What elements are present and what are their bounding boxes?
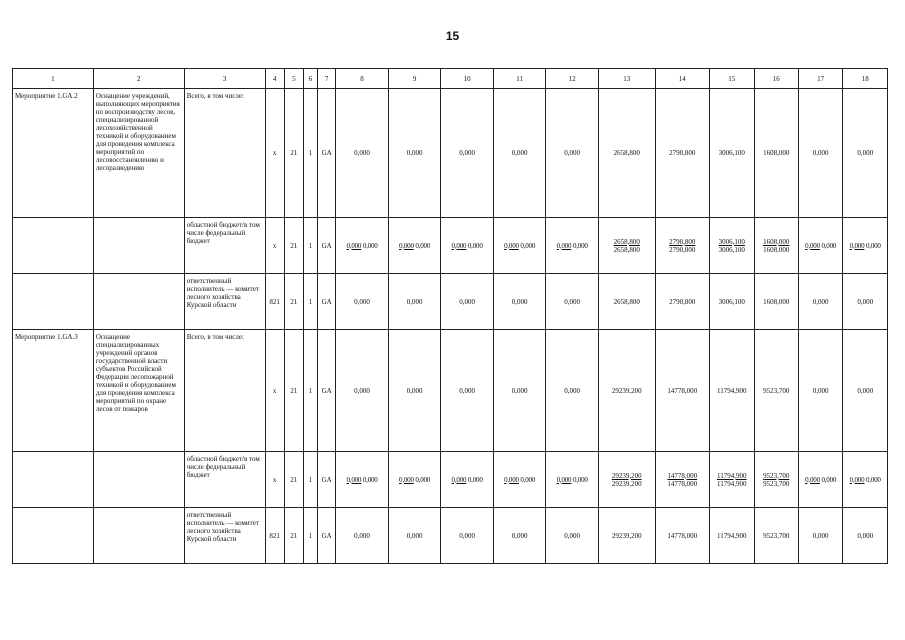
value-cell: 0,000 [493,508,546,564]
header-cell: 13 [598,69,655,89]
regional-value: 2790,800 [669,237,696,246]
funding-source: Всего, в том числе: [184,330,265,452]
header-cell: 8 [336,69,389,89]
value-pair [598,452,655,508]
value-cell: 2658,800 [598,89,655,218]
value-cell: 1608,000 [754,89,798,218]
federal-value: 0,000 [821,475,837,484]
header-cell: 12 [546,69,599,89]
value-pair [598,218,655,274]
regional-value: 0,000 [849,241,865,250]
regional-value: 0,000 [849,475,865,484]
value-cell: 11794,900 [710,330,754,452]
value-pair [493,452,546,508]
federal-value: 0,000 [572,475,588,484]
cell-grbs: х [265,89,284,218]
funding-source: областной бюджет/в том числе федеральный бюджет [184,452,265,508]
value-pair [493,218,546,274]
value-cell: 0,000 [798,89,842,218]
value-cell: 0,000 [546,274,599,330]
value-pair [336,452,389,508]
federal-value: 2658,800 [613,245,640,254]
regional-value: 1608,000 [763,237,790,246]
value-pair [798,452,842,508]
value-cell: 0,000 [336,330,389,452]
value-cell: 3006,100 [710,274,754,330]
value-cell: 0,000 [336,89,389,218]
cell-rz: 21 [284,274,303,330]
header-cell: 17 [798,69,842,89]
cell-grbs: х [265,452,284,508]
value-cell: 0,000 [798,330,842,452]
value-cell: 29239,200 [598,330,655,452]
federal-value: 14778,000 [667,479,698,488]
measure-description [93,508,184,564]
cell-rz: 21 [284,508,303,564]
cell-pr: 1 [303,274,317,330]
cell-csr: GA [318,218,336,274]
regional-value: 2658,800 [613,237,640,246]
federal-value: 9523,700 [763,479,790,488]
value-cell: 0,000 [843,274,888,330]
regional-value: 11794,900 [717,471,747,480]
page-number: 15 [445,29,460,43]
value-pair [655,218,710,274]
funding-source: областной бюджет/в том числе федеральный бюджет [184,218,265,274]
cell-pr: 1 [303,89,317,218]
funding-source: ответственный исполнитель — комитет лесного хозяйства Курской области [184,508,265,564]
federal-value: 0,000 [572,241,588,250]
value-cell: 14778,000 [655,330,710,452]
value-pair [754,218,798,274]
value-cell: 9523,700 [754,330,798,452]
header-cell: 14 [655,69,710,89]
header-cell: 15 [710,69,754,89]
value-pair [754,452,798,508]
regional-value: 3006,100 [718,237,745,246]
value-cell: 0,000 [843,330,888,452]
cell-rz: 21 [284,218,303,274]
table-row [13,218,888,274]
federal-value: 0,000 [362,241,378,250]
measure-code: Мероприятие 1.GA.3 [13,330,94,452]
header-cell: 5 [284,69,303,89]
cell-csr: GA [318,508,336,564]
header-cell: 6 [303,69,317,89]
value-pair [710,218,754,274]
header-cell: 1 [13,69,94,89]
federal-value: 0,000 [415,241,431,250]
federal-value: 2790,800 [669,245,696,254]
value-pair [388,218,441,274]
value-cell: 0,000 [798,508,842,564]
measure-code [13,218,94,274]
cell-pr: 1 [303,452,317,508]
table-row [13,452,888,508]
value-cell: 1608,000 [754,274,798,330]
header-cell: 4 [265,69,284,89]
header-cell: 7 [318,69,336,89]
measure-code [13,452,94,508]
federal-value: 0,000 [520,475,536,484]
regional-value: 0,000 [451,241,467,250]
value-cell: 0,000 [843,89,888,218]
value-cell: 0,000 [441,274,494,330]
funding-source: Всего, в том числе: [184,89,265,218]
federal-value: 0,000 [520,241,536,250]
header-cell: 2 [93,69,184,89]
value-pair [546,218,599,274]
regional-value: 0,000 [346,241,362,250]
cell-csr: GA [318,452,336,508]
value-cell: 0,000 [546,89,599,218]
federal-value: 29239,200 [611,479,642,488]
value-pair [798,218,842,274]
regional-value: 0,000 [556,241,572,250]
regional-value: 9523,700 [763,471,790,480]
value-cell: 9523,700 [754,508,798,564]
value-cell: 0,000 [441,330,494,452]
header-cell: 9 [388,69,441,89]
value-pair [441,452,494,508]
value-cell: 0,000 [843,508,888,564]
table-row [13,330,888,452]
measure-description [93,452,184,508]
value-pair [441,218,494,274]
regional-value: 0,000 [451,475,467,484]
value-pair [546,452,599,508]
federal-value: 1608,000 [763,245,790,254]
cell-grbs: х [265,330,284,452]
regional-value: 0,000 [346,475,362,484]
regional-value: 0,000 [556,475,572,484]
value-cell: 0,000 [493,330,546,452]
header-cell: 10 [441,69,494,89]
value-pair [843,218,888,274]
value-cell: 2790,800 [655,89,710,218]
value-cell: 0,000 [493,274,546,330]
cell-csr: GA [318,274,336,330]
federal-value: 3006,100 [718,245,745,254]
federal-value: 0,000 [821,241,837,250]
header-cell: 3 [184,69,265,89]
federal-value: 0,000 [467,241,483,250]
regional-value: 0,000 [399,241,414,250]
value-cell: 0,000 [388,274,441,330]
value-cell: 11794,900 [710,508,754,564]
value-pair [336,218,389,274]
value-pair [710,452,754,508]
federal-value: 0,000 [362,475,378,484]
measure-description: Оснащение специализированных учреждений органов государственной власти субъектов Российской Федерации лесопожарной техникой и оборудованием для проведения комплекса мероприятий по охране лесов от пожаров [93,330,184,452]
measure-description: Оснащение учреждений, выполняющих мероприятия по воспроизводству лесов, специализированной лесохозяйственной техникой и оборудованием для проведения комплекса мероприятий по лесовосстановлению и лесоразведению [93,89,184,218]
federal-value: 0,000 [865,475,881,484]
value-cell: 0,000 [388,89,441,218]
federal-value: 0,000 [865,241,881,250]
value-cell: 2658,800 [598,274,655,330]
header-cell: 18 [843,69,888,89]
table-row [13,508,888,564]
cell-grbs: 821 [265,508,284,564]
cell-grbs: х [265,218,284,274]
value-cell: 2790,800 [655,274,710,330]
measure-code [13,274,94,330]
cell-pr: 1 [303,330,317,452]
measure-code [13,508,94,564]
funding-source: ответственный исполнитель — комитет лесного хозяйства Курской области [184,274,265,330]
federal-value: 11794,900 [717,479,747,488]
cell-rz: 21 [284,452,303,508]
value-pair [655,452,710,508]
value-cell: 14778,000 [655,508,710,564]
header-cell: 16 [754,69,798,89]
value-cell: 3006,100 [710,89,754,218]
regional-value: 0,000 [805,241,820,250]
value-cell: 29239,200 [598,508,655,564]
measure-description [93,218,184,274]
value-pair [388,452,441,508]
regional-value: 0,000 [504,241,519,250]
cell-pr: 1 [303,218,317,274]
cell-csr: GA [318,330,336,452]
cell-rz: 21 [284,330,303,452]
regional-value: 14778,000 [667,471,698,480]
header-row [13,69,888,89]
federal-value: 0,000 [415,475,431,484]
table-row [13,89,888,218]
value-cell: 0,000 [441,508,494,564]
measure-code: Мероприятие 1.GA.2 [13,89,94,218]
cell-pr: 1 [303,508,317,564]
value-cell: 0,000 [388,330,441,452]
cell-grbs: 821 [265,274,284,330]
measure-description [93,274,184,330]
regional-value: 0,000 [805,475,820,484]
value-cell: 0,000 [493,89,546,218]
header-cell: 11 [493,69,546,89]
value-cell: 0,000 [546,508,599,564]
cell-csr: GA [318,89,336,218]
regional-value: 0,000 [399,475,414,484]
value-cell: 0,000 [441,89,494,218]
budget-table [12,68,888,564]
cell-rz: 21 [284,89,303,218]
value-cell: 0,000 [336,508,389,564]
value-cell: 0,000 [546,330,599,452]
value-pair [843,452,888,508]
value-cell: 0,000 [388,508,441,564]
table-row [13,274,888,330]
regional-value: 29239,200 [611,471,642,480]
value-cell: 0,000 [798,274,842,330]
regional-value: 0,000 [504,475,519,484]
value-cell: 0,000 [336,274,389,330]
federal-value: 0,000 [467,475,483,484]
